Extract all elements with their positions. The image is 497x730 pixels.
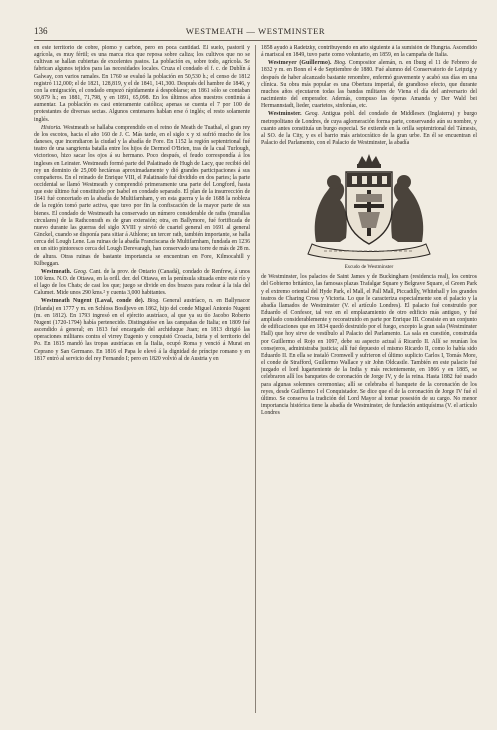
column-divider	[255, 45, 256, 713]
running-header	[34, 26, 477, 41]
page-number: 136	[34, 26, 48, 36]
entry-paragraph: en este territorio de cobre, plomo y carbón, pero en poca cantidad. El suelo, pastoril y agrícola, es muy fértil; es una marca rica que reposa sobre caliza; los cultivos que no se cultivan se hallan cubiertas de excelentes pastos. La población es, sobre todo, agrícola. Se fabrican algunos tejidos para las necesidades locales. Cruza el condado el f. c. de Dublín á Galway, con varios ramales. En 1760 se evaluó la población en 50,530 h.; el censo de 1812 registró 112,000; el de 1821, 128,819, y el de 1841, 141,300. Después del hambre de 1846, y con la emigración, el condado empezó rápidamente á despoblarse; en 1861 sólo se contaban 90,879 h.; en 1881, 71,798, y en 1891, 65,098. En los últimos años nuestros continúa á aumentar. La población es casi enteramente católica; apenas se cuenta el 7 por 100 de protestantes de diversas sectas. Algunos centenares hablan erse ó inglés; el resto solamente inglés.	[34, 45, 250, 123]
right-column	[261, 45, 477, 713]
entry-paragraph: Historia. Westmeath se hallaba comprendido en el reino de Meath de Tuathal, el gran rey de los escotos, hacia el año 160 de J. C. Más tarde, en el siglo x y xi sufrió mucho de los daneses, que incendiaron la ciudad y la abadía de Fore. En 1152 la región septentrional fué teatro de una sangrienta batalla entre los hijos de Dermod O'Brien, tras de la cual Turlough, victorioso, hizo sacar los ojos á su hermano. Poco después, el feudo correspondía á los ingleses en Leinster. Westmeath formó parte del Palatinado de Hugh de Lacy, que recibió del rey un dominio de 25,000 hectáreas aproximadamente y dió grandes participaciones á sus compañeros. En el reinado de Enrique VIII, el Palatinado fué dividido en dos partes; la parte occidental se llamó Westmeath y comprendió primeramente una parte del Longford, hasta que este último fué constituido por Isabel en condado separado. El plan de la insurrección de 1641 fué concertado en la abadía de Multifarnham, y en esta guerra y la de 1688 la nobleza de la región tomó parte activa, que tuvo por fin la confiscación de la mayor parte de sus bienes. El condado de Westmeath ha conservado un número considerable de raths (murallas circulares) de la Rathconrath es de gran extensión; otra, en Ballymore, fué fortificada de nuevo durante las guerras del siglo XVIII y sirvió de cuartel general en 1691 al general Ginckel, cuando se disponía para sitiar á Athlone; un tercer rath, también importante, se halla cerca del Lough Lene. Las ruinas de la abadía Franciscana de Multifarnham, fundada en 1236 en un sitio pintoresco cerca del Lough Derevaragh, han conservado una torre de más de 28 m. de altura. Otras ruinas de bastante importancia se encuentran en Fore, Kilmocahill y Kilbeggan.	[34, 124, 250, 267]
headword: Westmeyer (Guillermo).	[268, 60, 332, 67]
westminster-coat-of-arms	[261, 150, 477, 262]
entry-westmeath-nugent: Westmeath Nugent (Laval, conde de). Biog. General austríaco, n. en Ballynacor (Irlanda) en 1777 y m. en Schloss Bosiljevo en 1862, hijo del conde Miguel Antonio Nugent (m. en 1812). En 1793 ingresó en el ejército austríaco, al que ya su tío Jacobo Roberto Nugent (1720-1794) había pertenecido. Distinguióse en las campañas de Italia; en 1809 fué ascendido á general; en 1813 fué encargado del archiduque Juan; en 1813 dirigió las operaciones militares contra el virrey Eugenio y conquistó Croacia, Istria y el territorio del Po. En 1815 mandó las tropas austríacas en la Italia, ocupó Roma y venció á Murat en Ceprano y San Germano. En 1816 el Papa le elevó á la dignidad de príncipe romano y en 1817 entró al servicio del rey Fernando I; pero en 1820 volvió al de Austria y en	[34, 298, 250, 362]
headword: Westmeath.	[41, 268, 72, 275]
emblem-caption: Escudo de Westminster	[344, 264, 394, 271]
entry-westmeath-canada: Westmeath. Geog. Cant. de la prov. de Ontario (Canadá), condado de Renfrew, á unos 100 kms. N.O. de Ottawa, en la orill. der. del Ottawa, en la península situada entre este río y el lago de los Chats; de casi los que; juego se divide en dos brazos para rodear á la isla del Calumet. Mide unos 290 kms.² y cuenta 3,000 habitantes.	[34, 268, 250, 297]
entry-westminster: Westminster. Geog. Antigua pobl. del condado de Middlesex (Inglaterra) y burgo metropolitano de Londres, de cuya aglomeración forma parte, conservando aún su nombre, y cuanto antes constituía un burgo especial. Se extiende en la orilla septentrional del Támesis, al SO. de la City, y es el barrio más aristocrático de la gran urbe. En él se encuentran el Palacio del Parlamento, con el Palacio de Westminster, la abadía	[261, 111, 477, 147]
running-title: WESTMEATH — WESTMINSTER	[185, 26, 326, 36]
left-column	[34, 45, 250, 713]
headword: Westminster.	[268, 111, 302, 118]
coat-of-arms-icon	[294, 150, 444, 262]
entry-westmeyer: Westmeyer (Guillermo). Biog. Compositor alemán, n. en Iburg el 11 de Febrero de 1832 y m. en Bonn el 4 de Septiembre de 1880. Fué alumno del Conservatorio de Leipzig y después de haber alcanzado bastante renombre, enfermó gravemente y acabó sus días en una clínica. Su obra más popular es una Obertura imperial, de grandioso efecto, que durante muchos años ejecutaron todas las bandas militares de Viena el día del aniversario del nacimiento del emperador. Además, compuso las óperas Amanda y Der Wald bei Hermannstadt, lieder, cuartetos, sinfonías, etc.	[261, 60, 477, 110]
entry-paragraph: de Westminster, los palacios de Saint James y de Buckingham (residencia real), los centros del Gobierno británico, las famosas plazas Trafalgar Square y Belgrave Square, el Green Park y el extremo oriental del Hyde Park, el Mall, el Pall Mall, Piccadilly, Whitehall y los grandes teatros de Charing Cross y Victoria. Lo que le caracteriza especialmente son el palacio y la abadía llamados de Westminster (V. el artículo Londres). El palacio fué construido por Eduardo el Confesor, tal vez en el emplazamiento de otro edificio más antiguo, y fué ampliado considerablemente y reconstruido en parte por Enrique III. Consiste en un conjunto de edificaciones que en 1834 quedó destruido por el fuego, excepto la gran sala (Westminster Hall) que hoy sirve de vestíbulo al Palacio del Parlamento. La sala en cuestión, construida por Guillermo el Rojo en 1097, debe su aspecto actual á Ricardo II. Allí se reunían los consejeros, administraba justicia; allí fué depuesto el mismo Ricardo II, como lo había sido Eduardo II. En ella se instaló Cromwell y sufrieron el último suplicio Carlos I, Tomás More, el conde de Strafford, Guillermo Wallace y sir John Oldcastle. También en este palacio fué juzgado el lord lugarteniente de la India y más recientemente, en 1866 y en 1885, se celebraron allí los banquetes de coronación de Jorge IV, y de la reina. Hasta 1882 fué usado para algunas solemnes ceremonias; allí se celebraba el banquete de la coronación de los reyes, desde Guillermo I el Conquistador. Se dice que el de la coronación de Jorge IV fué el último. Se conserva la tradición del Lord Mayor al tomar posesión de su cargo. No menor importancia histórica tiene la abadía de Westminster, de fundación antiquísima (V. el artículo Londres	[261, 274, 477, 417]
text-columns	[34, 45, 477, 713]
entry-paragraph: 1858 ayudó á Radetzky, contribuyendo en año siguiente á la sumisión de Hungría. Ascendido á mariscal en 1849, tuvo parte como voluntario, en 1859, en la campaña de Italia.	[261, 45, 477, 59]
headword: Westmeath Nugent (Laval, conde de).	[41, 298, 145, 305]
